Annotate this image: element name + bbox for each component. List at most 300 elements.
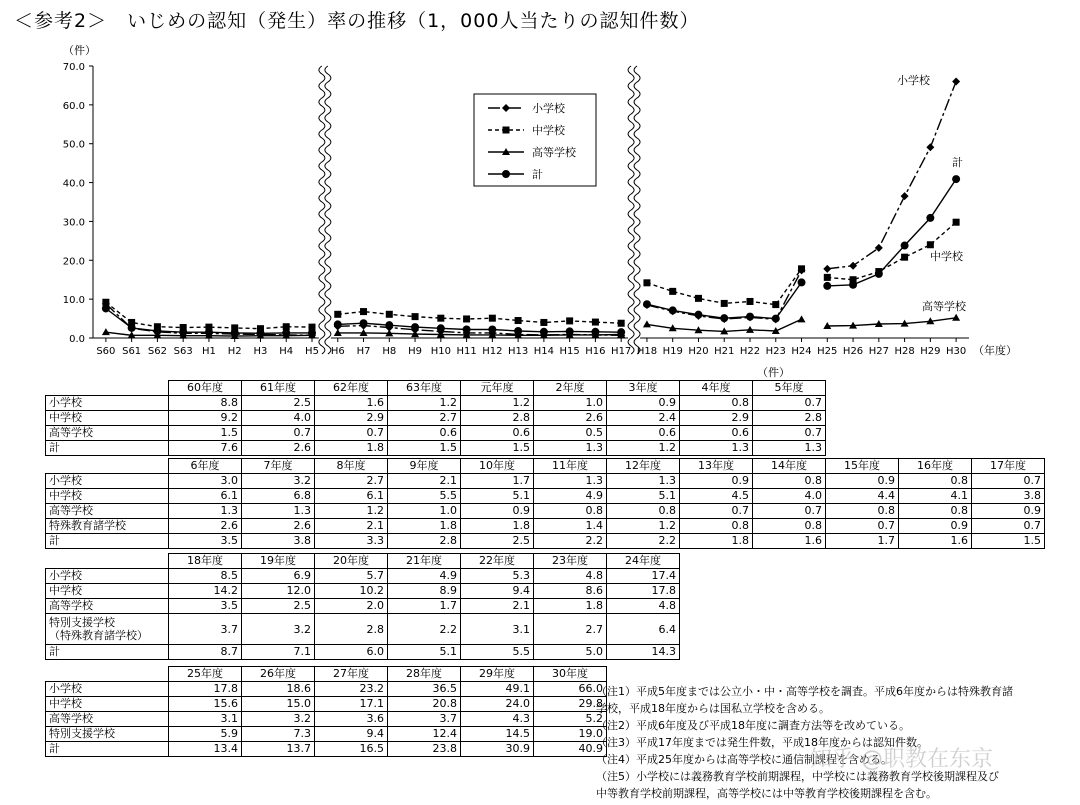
header-blank [46,667,169,682]
x-tick-label: H18 [636,346,658,357]
table-cell: 0.5 [534,426,607,441]
row-label-text: 小学校 [49,474,82,487]
note-line: （注4）平成25年度からは高等学校に通信制課程を含める。 [596,753,892,766]
table-cell: 4.9 [534,489,607,504]
x-tick-label: H4 [279,346,294,357]
x-tick-label: H30 [945,346,967,357]
x-tick-label: H10 [430,346,451,357]
table-row [46,697,607,712]
row-label-text: 小学校 [49,682,82,695]
table-cell: 20.8 [388,697,461,712]
table-cell: 2.9 [315,411,388,426]
table-row [46,712,607,727]
table-cell: 18.6 [242,682,315,697]
data-point [747,298,754,305]
table-cell: 14.3 [607,645,680,660]
table-cell: 4.8 [534,569,607,584]
table-row [46,599,680,614]
legend-label: 小学校 [532,102,565,115]
table-row [46,426,826,441]
table-cell: 1.3 [534,474,607,489]
table-cell: 5.1 [607,489,680,504]
table-cell: 1.0 [388,504,461,519]
table-cell: 3.2 [242,474,315,489]
table-cell: 1.3 [534,441,607,456]
row-label [46,712,169,727]
y-tick-label: 0.0 [69,334,85,345]
table-unit: （件） [757,366,790,379]
column-header: 9年度 [388,459,461,474]
row-label [46,645,169,660]
x-tick-label: H17 [611,346,632,357]
data-table [45,666,607,757]
column-header: 60年度 [169,381,242,396]
data-point [798,265,805,272]
table-cell: 1.5 [972,534,1045,549]
data-point [849,281,857,289]
table-cell: 0.8 [753,474,826,489]
data-point [360,319,368,327]
data-point [179,328,187,336]
row-label [46,697,169,712]
column-header: 20年度 [315,554,388,569]
table-cell: 0.8 [607,504,680,519]
data-point [385,321,393,329]
table-cell: 19.0 [534,727,607,742]
table-cell: 0.7 [753,396,826,411]
table-cell: 5.1 [388,645,461,660]
row-label-text: 計 [49,742,60,755]
table-cell: 6.1 [315,489,388,504]
data-point [540,328,548,336]
data-point [463,325,471,333]
table-header-row [46,667,607,682]
table-cell: 8.8 [169,396,242,411]
table-row [46,489,1045,504]
row-label-text: 計 [49,534,60,547]
legend-label: 計 [532,168,543,181]
table-cell: 1.3 [169,504,242,519]
table-cell: 2.8 [388,534,461,549]
column-header: 13年度 [680,459,753,474]
table-cell: 3.8 [972,489,1045,504]
table-cell: 10.2 [315,584,388,599]
table-header-row [46,381,826,396]
x-tick-label: H15 [559,346,580,357]
table-cell: 0.9 [680,474,753,489]
row-label-text: 高等学校 [49,712,93,725]
table-cell: 15.0 [242,697,315,712]
table-cell: 0.6 [607,426,680,441]
table-cell: 29.8 [534,697,607,712]
table-cell: 0.7 [972,519,1045,534]
data-point [901,254,908,261]
data-point [102,328,110,335]
x-tick-label: H7 [356,346,371,357]
data-table [45,380,826,456]
data-point [489,315,496,322]
table-cell: 1.6 [315,396,388,411]
table-cell: 23.2 [315,682,388,697]
row-label [46,599,169,614]
data-point [952,314,960,321]
table-cell: 7.1 [242,645,315,660]
data-point [488,325,496,333]
column-header: 11年度 [534,459,607,474]
table-cell: 5.5 [388,489,461,504]
table-cell: 12.4 [388,727,461,742]
row-label [46,742,169,757]
x-tick-label: S63 [173,346,193,357]
header-blank [46,381,169,396]
column-header: 61年度 [242,381,315,396]
table-cell: 3.3 [315,534,388,549]
data-point [591,328,599,336]
x-tick-label: H21 [714,346,735,357]
table-cell: 0.9 [899,519,972,534]
x-tick-label: S61 [122,346,142,357]
table-header-row [46,459,1045,474]
table-cell: 3.8 [242,534,315,549]
data-point [927,241,934,248]
table-cell: 0.7 [972,474,1045,489]
table-cell: 1.2 [315,504,388,519]
table-cell: 16.5 [315,742,388,757]
table-cell: 0.8 [826,504,899,519]
row-label [46,441,169,456]
table-cell: 2.8 [753,411,826,426]
column-header: 19年度 [242,554,315,569]
table-cell: 0.7 [315,426,388,441]
y-tick-label: 30.0 [62,217,85,229]
column-header: 25年度 [169,667,242,682]
column-header: 4年度 [680,381,753,396]
row-label-text: 小学校 [49,396,82,409]
x-tick-label: H14 [533,346,555,357]
x-tick-label: H2 [227,346,242,357]
data-point [411,323,419,331]
table-cell: 14.5 [461,727,534,742]
table-cell: 3.1 [169,712,242,727]
table-row [46,742,607,757]
table-cell: 7.6 [169,441,242,456]
data-point [592,319,599,326]
table-row [46,474,1045,489]
row-label [46,474,169,489]
column-header: 元年度 [461,381,534,396]
legend-marker [502,170,510,178]
y-tick-label: 40.0 [62,178,85,190]
x-tick-label: H24 [791,346,812,357]
table-cell: 1.6 [753,534,826,549]
column-header: 24年度 [607,554,680,569]
data-point [515,317,522,324]
table-cell: 5.0 [534,645,607,660]
data-point [952,175,960,183]
table-cell: 1.8 [388,519,461,534]
table-cell: 1.2 [607,441,680,456]
row-label [46,411,169,426]
column-header: 6年度 [169,459,242,474]
column-header: 14年度 [753,459,826,474]
table-cell: 2.2 [388,614,461,645]
series-line [338,312,621,324]
table-cell: 2.6 [242,441,315,456]
table-cell: 6.4 [607,614,680,645]
table-cell: 1.8 [461,519,534,534]
data-point [334,320,342,328]
legend-label: 中学校 [532,124,565,137]
data-point [721,300,728,307]
header-blank [46,459,169,474]
x-tick-label: S60 [96,346,116,357]
table-row [46,727,607,742]
row-label-text: 高等学校 [49,504,93,517]
table-cell: 5.2 [534,712,607,727]
table-cell: 14.2 [169,584,242,599]
table-cell: 6.1 [169,489,242,504]
x-tick-label: H9 [408,346,423,357]
x-tick-label: H25 [817,346,838,357]
table-cell: 6.8 [242,489,315,504]
x-tick-label: H19 [662,346,683,357]
x-tick-label: H12 [482,346,503,357]
table-cell: 2.7 [315,474,388,489]
table-cell: 4.1 [899,489,972,504]
note-line: 学校，平成18年度からは国私立学校を含める。 [596,702,830,715]
data-point [952,78,960,86]
table-cell: 2.7 [534,614,607,645]
x-tick-label: H11 [456,346,477,357]
data-point [514,327,522,335]
data-point [437,324,445,332]
table-cell: 2.5 [461,534,534,549]
data-point [643,300,651,308]
table-cell: 0.6 [388,426,461,441]
data-point [901,242,909,250]
table-cell: 9.4 [315,727,388,742]
series-line [338,323,621,332]
table-cell: 4.8 [607,599,680,614]
table-cell: 40.9 [534,742,607,757]
table-row [46,569,680,584]
header-blank [46,554,169,569]
table-cell: 3.2 [242,712,315,727]
table-cell: 1.6 [899,534,972,549]
row-label-text: 高等学校 [49,426,93,439]
note-line: （注5）小学校には義務教育学校前期課程，中学校には義務教育学校後期課程及び [596,770,999,783]
column-header: 12年度 [607,459,680,474]
column-header: 17年度 [972,459,1045,474]
row-label-text: 中学校 [49,489,82,502]
table-cell: 2.8 [461,411,534,426]
table-cell: 6.9 [242,569,315,584]
row-label [46,727,169,742]
row-label [46,396,169,411]
row-label [46,682,169,697]
table-cell: 2.6 [242,519,315,534]
data-point [772,301,779,308]
table-cell: 0.9 [826,474,899,489]
row-label-text: 中学校 [49,697,82,710]
data-point [772,315,780,323]
note-line: 中等教育学校前期課程，高等学校には中等教育学校後期課程を含む。 [596,787,937,800]
x-tick-label: H13 [507,346,529,357]
y-tick-label: 50.0 [62,139,85,151]
table-cell: 0.8 [899,474,972,489]
x-tick-label: H26 [842,346,864,357]
table-cell: 23.8 [388,742,461,757]
table-cell: 0.8 [753,519,826,534]
data-point [463,315,470,322]
row-label-text: 中学校 [49,411,82,424]
table-cell: 2.0 [315,599,388,614]
column-header: 8年度 [315,459,388,474]
series-annotation: 高等学校 [922,300,966,313]
column-header: 62年度 [315,381,388,396]
table-cell: 4.4 [826,489,899,504]
table-row [46,441,826,456]
table-row [46,682,607,697]
x-tick-label: H29 [920,346,941,357]
table-cell: 6.0 [315,645,388,660]
column-header: 2年度 [534,381,607,396]
table-cell: 1.2 [388,396,461,411]
data-point [437,315,444,322]
series-annotation: 小学校 [897,74,930,87]
x-tick-label: H22 [739,346,761,357]
page-title: ＜参考2＞ いじめの認知（発生）率の推移（1，000人当たりの認知件数） [14,10,700,32]
table-cell: 15.6 [169,697,242,712]
data-point [128,324,136,332]
data-table [45,458,1045,549]
table-cell: 3.6 [315,712,388,727]
row-label-text: 小学校 [49,569,82,582]
table-cell: 8.6 [534,584,607,599]
data-point [153,327,161,335]
series-line [647,269,802,305]
table-cell: 1.7 [388,599,461,614]
column-header: 28年度 [388,667,461,682]
column-header: 21年度 [388,554,461,569]
data-point [849,262,857,270]
table-cell: 2.1 [315,519,388,534]
table-cell: 3.0 [169,474,242,489]
row-label-text: 特別支援学校 [49,616,115,629]
data-point [566,317,573,324]
table-cell: 3.5 [169,534,242,549]
data-point [412,313,419,320]
series-line [827,318,956,326]
x-tick-label: H3 [253,346,268,357]
legend-label: 高等学校 [532,146,576,159]
table-cell: 1.0 [534,396,607,411]
table-cell: 9.4 [461,584,534,599]
data-point [566,327,574,335]
row-label-text: 特別支援学校 [49,727,115,740]
table-cell: 0.9 [972,504,1045,519]
table-cell: 0.8 [534,504,607,519]
table-cell: 9.2 [169,411,242,426]
data-point [824,274,831,281]
series-line [827,82,956,269]
row-label-text: 高等学校 [49,599,93,612]
row-label-text: 計 [49,645,60,658]
x-tick-label: H27 [868,346,889,357]
table-cell: 17.8 [607,584,680,599]
table-cell: 12.0 [242,584,315,599]
data-point [798,315,806,322]
x-tick-label: H6 [330,346,345,357]
row-label [46,569,169,584]
series-annotation: 計 [952,156,963,169]
table-cell: 2.6 [534,411,607,426]
table-cell: 1.2 [607,519,680,534]
row-label-text: 中学校 [49,584,82,597]
row-label [46,584,169,599]
data-table [45,553,680,660]
column-header: 29年度 [461,667,534,682]
table-cell: 0.7 [753,504,826,519]
table-cell: 1.3 [753,441,826,456]
table-cell: 49.1 [461,682,534,697]
table-cell: 1.5 [388,441,461,456]
data-point [694,311,702,319]
table-cell: 7.3 [242,727,315,742]
table-cell: 0.7 [753,426,826,441]
column-header: 3年度 [607,381,680,396]
table-row [46,519,1045,534]
table-cell: 17.4 [607,569,680,584]
table-cell: 0.7 [680,504,753,519]
column-header: 22年度 [461,554,534,569]
data-point [617,328,625,336]
data-point [669,306,677,314]
table-cell: 0.8 [899,504,972,519]
data-point [386,311,393,318]
row-label-text: 特殊教育諸学校 [49,519,126,532]
data-point [875,270,883,278]
data-point [798,278,806,286]
x-tick-label: H5 [305,346,319,357]
table-cell: 17.1 [315,697,388,712]
table-cell: 8.5 [169,569,242,584]
table-cell: 1.5 [169,426,242,441]
data-point [695,295,702,302]
row-label [46,534,169,549]
table-cell: 4.5 [680,489,753,504]
table-cell: 0.6 [461,426,534,441]
row-label [46,426,169,441]
table-cell: 1.3 [607,474,680,489]
x-tick-label: H28 [894,346,915,357]
table-cell: 1.8 [680,534,753,549]
table-cell: 8.9 [388,584,461,599]
table-header-row [46,554,680,569]
data-point [746,313,754,321]
series-line [827,179,956,286]
x-tick-label: H1 [201,346,216,357]
column-header: 23年度 [534,554,607,569]
table-cell: 36.5 [388,682,461,697]
data-point [953,219,960,226]
data-point [618,320,625,327]
table-row [46,584,680,599]
table-cell: 8.7 [169,645,242,660]
note-line: （注1）平成5年度までは公立小・中・高等学校を調査。平成6年度からは特殊教育諸 [596,685,1013,698]
table-cell: 2.2 [534,534,607,549]
column-header: 15年度 [826,459,899,474]
